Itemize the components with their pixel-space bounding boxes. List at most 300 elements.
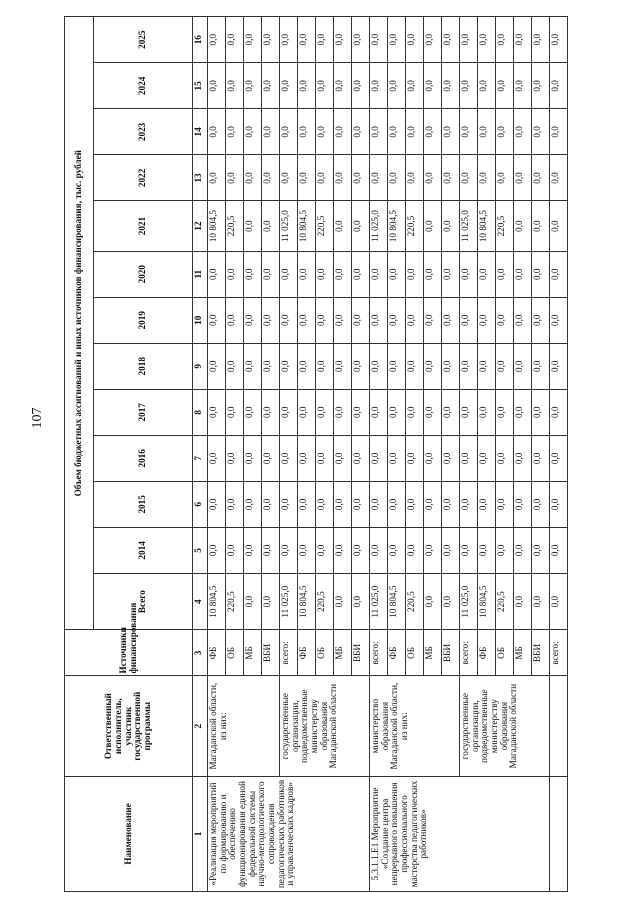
year-value: 0,0	[442, 155, 460, 201]
source-cell: ФБ	[298, 630, 316, 676]
year-value: 0,0	[532, 251, 550, 297]
year-value: 0,0	[244, 63, 262, 109]
year-value: 0,0	[298, 435, 316, 481]
source-cell: ВБИ	[352, 630, 370, 676]
year-value: 0,0	[280, 481, 298, 527]
table-row	[550, 17, 568, 892]
year-value: 0,0	[316, 435, 334, 481]
year-value: 0,0	[532, 435, 550, 481]
year-value: 0,0	[442, 63, 460, 109]
year-value: 0,0	[388, 155, 406, 201]
header-year: 2017	[94, 389, 193, 435]
year-value: 0,0	[478, 63, 496, 109]
total-value: 220,5	[316, 573, 334, 630]
year-value: 0,0	[316, 17, 334, 63]
column-index: 10	[193, 297, 208, 343]
year-value: 0,0	[424, 297, 442, 343]
year-value: 0,0	[550, 109, 568, 155]
year-value: 0,0	[280, 17, 298, 63]
year-value: 0,0	[316, 251, 334, 297]
year-value: 0,0	[496, 251, 514, 297]
year-value: 0,0	[406, 63, 424, 109]
year-value: 0,0	[316, 481, 334, 527]
year-value: 0,0	[478, 155, 496, 201]
year-value: 0,0	[532, 297, 550, 343]
total-value: 0,0	[262, 573, 280, 630]
year-value: 0,0	[280, 109, 298, 155]
year-value: 0,0	[244, 389, 262, 435]
year-value: 0,0	[550, 17, 568, 63]
year-value: 0,0	[316, 343, 334, 389]
year-value: 0,0	[442, 201, 460, 251]
source-cell: ВБИ	[442, 630, 460, 676]
year-value: 0,0	[370, 63, 388, 109]
column-index: 11	[193, 251, 208, 297]
year-value: 0,0	[352, 63, 370, 109]
header-volume-title: Объем бюджетных ассигнований и иных источников финансирования, тыс. рублей	[65, 17, 94, 630]
year-value: 0,0	[478, 297, 496, 343]
year-value: 0,0	[208, 17, 226, 63]
year-value: 0,0	[388, 251, 406, 297]
year-value: 0,0	[262, 435, 280, 481]
year-value: 0,0	[262, 63, 280, 109]
year-value: 0,0	[424, 481, 442, 527]
total-value: 0,0	[424, 573, 442, 630]
year-value: 0,0	[460, 343, 478, 389]
year-value: 0,0	[424, 435, 442, 481]
table-row	[208, 17, 226, 892]
year-value: 0,0	[334, 63, 352, 109]
total-value: 0,0	[550, 573, 568, 630]
year-value: 0,0	[478, 435, 496, 481]
year-value: 0,0	[226, 389, 244, 435]
year-value: 0,0	[460, 435, 478, 481]
year-value: 0,0	[532, 155, 550, 201]
year-value: 0,0	[262, 297, 280, 343]
column-index: 4	[193, 573, 208, 630]
executor-cell: государственные организации, подведомственные министерству образования Магаданской области	[460, 676, 550, 776]
year-value: 0,0	[226, 17, 244, 63]
year-value: 0,0	[262, 17, 280, 63]
year-value: 0,0	[280, 155, 298, 201]
year-value: 0,0	[262, 481, 280, 527]
total-value: 220,5	[226, 573, 244, 630]
year-value: 0,0	[478, 389, 496, 435]
year-value: 0,0	[208, 109, 226, 155]
year-value: 0,0	[208, 481, 226, 527]
year-value: 0,0	[532, 343, 550, 389]
year-value: 11 025,0	[460, 201, 478, 251]
year-value: 0,0	[424, 201, 442, 251]
year-value: 0,0	[442, 389, 460, 435]
year-value: 0,0	[442, 251, 460, 297]
column-index: 5	[193, 527, 208, 573]
year-value: 0,0	[532, 201, 550, 251]
year-value: 220,5	[226, 201, 244, 251]
total-value: 0,0	[532, 573, 550, 630]
year-value: 220,5	[316, 201, 334, 251]
year-value: 0,0	[532, 17, 550, 63]
year-value: 0,0	[262, 201, 280, 251]
total-value: 10 804,5	[478, 573, 496, 630]
year-value: 0,0	[442, 109, 460, 155]
header-year: 2023	[94, 109, 193, 155]
source-cell: всего:	[370, 630, 388, 676]
year-value: 0,0	[514, 251, 532, 297]
year-value: 0,0	[424, 155, 442, 201]
source-cell: ОБ	[406, 630, 424, 676]
year-value: 0,0	[262, 389, 280, 435]
year-value: 0,0	[334, 389, 352, 435]
year-value: 0,0	[208, 251, 226, 297]
source-cell: всего:	[550, 630, 568, 676]
year-value: 10 804,5	[208, 201, 226, 251]
year-value: 0,0	[460, 527, 478, 573]
year-value: 0,0	[226, 155, 244, 201]
year-value: 0,0	[334, 251, 352, 297]
year-value: 0,0	[244, 435, 262, 481]
year-value: 0,0	[352, 251, 370, 297]
column-index: 15	[193, 63, 208, 109]
year-value: 0,0	[460, 389, 478, 435]
year-value: 0,0	[388, 389, 406, 435]
year-value: 0,0	[460, 251, 478, 297]
year-value: 220,5	[496, 201, 514, 251]
year-value: 0,0	[280, 527, 298, 573]
year-value: 0,0	[334, 155, 352, 201]
total-value: 0,0	[244, 573, 262, 630]
year-value: 0,0	[208, 297, 226, 343]
year-value: 0,0	[388, 17, 406, 63]
executor-cell	[550, 676, 568, 776]
year-value: 0,0	[298, 63, 316, 109]
event-name: «Реализация мероприятий по формированию и обеспечению функционирования единой федеральной системы научно-методологического сопровождения педагогических работников и управленческих кадров»	[208, 776, 370, 891]
header-year: 2014	[94, 527, 193, 573]
year-value: 0,0	[262, 251, 280, 297]
year-value: 0,0	[514, 481, 532, 527]
year-value: 0,0	[280, 251, 298, 297]
year-value: 0,0	[298, 251, 316, 297]
source-cell: ФБ	[478, 630, 496, 676]
header-year: 2024	[94, 63, 193, 109]
year-value: 220,5	[406, 201, 424, 251]
year-value: 0,0	[370, 389, 388, 435]
year-value: 0,0	[514, 389, 532, 435]
year-value: 0,0	[316, 527, 334, 573]
source-cell: всего:	[460, 630, 478, 676]
year-value: 0,0	[352, 155, 370, 201]
budget-table	[64, 16, 568, 892]
year-value: 0,0	[514, 109, 532, 155]
year-value: 0,0	[316, 109, 334, 155]
year-value: 0,0	[226, 109, 244, 155]
year-value: 0,0	[532, 481, 550, 527]
year-value: 0,0	[406, 435, 424, 481]
year-value: 0,0	[406, 297, 424, 343]
year-value: 0,0	[262, 109, 280, 155]
year-value: 0,0	[244, 527, 262, 573]
year-value: 11 025,0	[370, 201, 388, 251]
column-index: 1	[193, 776, 208, 891]
column-index: 8	[193, 389, 208, 435]
year-value: 0,0	[442, 297, 460, 343]
year-value: 0,0	[280, 343, 298, 389]
year-value: 0,0	[532, 109, 550, 155]
year-value: 0,0	[388, 63, 406, 109]
total-value: 0,0	[442, 573, 460, 630]
column-index: 3	[193, 630, 208, 676]
source-cell: МБ	[424, 630, 442, 676]
year-value: 0,0	[226, 251, 244, 297]
year-value: 0,0	[496, 527, 514, 573]
year-value: 0,0	[406, 109, 424, 155]
executor-cell: министерство образования Магаданской области, из них:	[370, 676, 460, 776]
year-value: 0,0	[388, 527, 406, 573]
column-index: 14	[193, 109, 208, 155]
year-value: 0,0	[244, 17, 262, 63]
source-cell: ФБ	[388, 630, 406, 676]
event-name: 5.3.1.1.Е1 Мероприятие «Создание центра непрерывного повышения профессионального мастерства педагогических работников»	[370, 776, 550, 891]
header-year: 2025	[94, 17, 193, 63]
year-value: 0,0	[334, 17, 352, 63]
year-value: 0,0	[370, 481, 388, 527]
header-year: 2016	[94, 435, 193, 481]
year-value: 0,0	[352, 297, 370, 343]
year-value: 0,0	[478, 481, 496, 527]
total-value: 0,0	[334, 573, 352, 630]
year-value: 11 025,0	[280, 201, 298, 251]
year-value: 10 804,5	[298, 201, 316, 251]
year-value: 0,0	[550, 155, 568, 201]
year-value: 0,0	[496, 343, 514, 389]
year-value: 0,0	[424, 109, 442, 155]
column-index: 16	[193, 17, 208, 63]
page-number: 107	[30, 407, 45, 429]
year-value: 0,0	[370, 435, 388, 481]
year-value: 0,0	[244, 201, 262, 251]
year-value: 0,0	[352, 343, 370, 389]
year-value: 0,0	[478, 17, 496, 63]
year-value: 0,0	[550, 435, 568, 481]
year-value: 0,0	[262, 527, 280, 573]
source-cell: всего:	[280, 630, 298, 676]
header-executor: Ответственный исполнитель, участник государственной программы	[65, 676, 193, 776]
year-value: 0,0	[352, 527, 370, 573]
year-value: 0,0	[208, 435, 226, 481]
source-cell: ОБ	[316, 630, 334, 676]
year-value: 0,0	[442, 435, 460, 481]
year-value: 0,0	[496, 17, 514, 63]
year-value: 0,0	[244, 481, 262, 527]
year-value: 0,0	[208, 63, 226, 109]
year-value: 0,0	[298, 297, 316, 343]
total-value: 220,5	[496, 573, 514, 630]
year-value: 0,0	[424, 343, 442, 389]
year-value: 0,0	[370, 155, 388, 201]
year-value: 0,0	[298, 481, 316, 527]
source-cell: МБ	[244, 630, 262, 676]
year-value: 0,0	[460, 63, 478, 109]
year-value: 0,0	[514, 201, 532, 251]
table-row	[460, 17, 478, 892]
year-value: 0,0	[550, 297, 568, 343]
source-cell: ОБ	[496, 630, 514, 676]
year-value: 0,0	[352, 389, 370, 435]
column-index: 13	[193, 155, 208, 201]
year-value: 0,0	[460, 297, 478, 343]
year-value: 0,0	[478, 527, 496, 573]
total-value: 10 804,5	[298, 573, 316, 630]
year-value: 0,0	[550, 343, 568, 389]
year-value: 0,0	[208, 343, 226, 389]
year-value: 0,0	[388, 109, 406, 155]
year-value: 0,0	[514, 527, 532, 573]
year-value: 0,0	[262, 343, 280, 389]
year-value: 0,0	[370, 343, 388, 389]
year-value: 0,0	[244, 343, 262, 389]
header-year: 2019	[94, 297, 193, 343]
year-value: 0,0	[424, 251, 442, 297]
year-value: 0,0	[514, 297, 532, 343]
header-year: 2018	[94, 343, 193, 389]
year-value: 0,0	[514, 155, 532, 201]
year-value: 0,0	[334, 527, 352, 573]
year-value: 0,0	[496, 481, 514, 527]
source-cell: ВБИ	[532, 630, 550, 676]
year-value: 0,0	[496, 297, 514, 343]
year-value: 0,0	[370, 251, 388, 297]
year-value: 0,0	[370, 17, 388, 63]
source-cell: ВБИ	[262, 630, 280, 676]
table-row	[370, 17, 388, 892]
header-year: 2021	[94, 201, 193, 251]
source-cell: МБ	[514, 630, 532, 676]
year-value: 0,0	[298, 17, 316, 63]
column-index: 6	[193, 481, 208, 527]
year-value: 0,0	[406, 343, 424, 389]
year-value: 0,0	[298, 343, 316, 389]
year-value: 0,0	[460, 109, 478, 155]
header-total: Всего	[94, 573, 193, 630]
year-value: 0,0	[262, 155, 280, 201]
year-value: 0,0	[460, 481, 478, 527]
year-value: 0,0	[388, 297, 406, 343]
total-value: 0,0	[514, 573, 532, 630]
year-value: 0,0	[442, 343, 460, 389]
year-value: 0,0	[316, 297, 334, 343]
year-value: 0,0	[406, 389, 424, 435]
year-value: 0,0	[550, 63, 568, 109]
year-value: 0,0	[226, 435, 244, 481]
year-value: 0,0	[496, 109, 514, 155]
year-value: 0,0	[514, 63, 532, 109]
total-value: 10 804,5	[208, 573, 226, 630]
header-year: 2022	[94, 155, 193, 201]
column-index: 2	[193, 676, 208, 776]
year-value: 0,0	[406, 481, 424, 527]
year-value: 0,0	[406, 251, 424, 297]
year-value: 0,0	[298, 389, 316, 435]
header-year: 2020	[94, 251, 193, 297]
year-value: 0,0	[316, 389, 334, 435]
year-value: 0,0	[406, 17, 424, 63]
column-index: 7	[193, 435, 208, 481]
year-value: 0,0	[496, 389, 514, 435]
year-value: 0,0	[352, 435, 370, 481]
year-value: 0,0	[550, 251, 568, 297]
year-value: 0,0	[424, 527, 442, 573]
year-value: 0,0	[406, 527, 424, 573]
year-value: 0,0	[298, 155, 316, 201]
total-value: 10 804,5	[388, 573, 406, 630]
year-value: 0,0	[244, 109, 262, 155]
year-value: 0,0	[424, 63, 442, 109]
year-value: 0,0	[244, 155, 262, 201]
total-value: 11 025,0	[370, 573, 388, 630]
column-index: 12	[193, 201, 208, 251]
year-value: 0,0	[280, 63, 298, 109]
year-value: 0,0	[550, 527, 568, 573]
year-value: 0,0	[514, 17, 532, 63]
year-value: 0,0	[388, 481, 406, 527]
year-value: 0,0	[442, 17, 460, 63]
source-cell: ФБ	[208, 630, 226, 676]
year-value: 0,0	[226, 297, 244, 343]
source-cell: МБ	[334, 630, 352, 676]
year-value: 0,0	[208, 155, 226, 201]
year-value: 0,0	[352, 17, 370, 63]
year-value: 0,0	[388, 435, 406, 481]
year-value: 0,0	[334, 435, 352, 481]
event-name	[550, 776, 568, 891]
year-value: 0,0	[532, 389, 550, 435]
total-value: 11 025,0	[460, 573, 478, 630]
table-row	[280, 17, 298, 892]
header-source: Источники финансирования	[65, 630, 193, 676]
year-value: 10 804,5	[388, 201, 406, 251]
year-value: 0,0	[226, 63, 244, 109]
year-value: 0,0	[514, 343, 532, 389]
executor-cell: государственные организации, подведомственные министерству образования Магаданской области	[280, 676, 370, 776]
source-cell: ОБ	[226, 630, 244, 676]
header-year: 2015	[94, 481, 193, 527]
year-value: 0,0	[370, 109, 388, 155]
year-value: 0,0	[298, 527, 316, 573]
year-value: 0,0	[370, 297, 388, 343]
total-value: 11 025,0	[280, 573, 298, 630]
header-name: Наименование	[65, 776, 193, 891]
year-value: 0,0	[496, 63, 514, 109]
year-value: 0,0	[514, 435, 532, 481]
year-value: 0,0	[334, 201, 352, 251]
year-value: 0,0	[298, 109, 316, 155]
year-value: 0,0	[424, 389, 442, 435]
year-value: 10 804,5	[478, 201, 496, 251]
year-value: 0,0	[550, 389, 568, 435]
year-value: 0,0	[334, 481, 352, 527]
year-value: 0,0	[550, 481, 568, 527]
year-value: 0,0	[442, 527, 460, 573]
total-value: 0,0	[352, 573, 370, 630]
year-value: 0,0	[208, 527, 226, 573]
year-value: 0,0	[244, 251, 262, 297]
year-value: 0,0	[280, 297, 298, 343]
year-value: 0,0	[226, 481, 244, 527]
year-value: 0,0	[442, 481, 460, 527]
year-value: 0,0	[496, 155, 514, 201]
year-value: 0,0	[280, 435, 298, 481]
year-value: 0,0	[370, 527, 388, 573]
